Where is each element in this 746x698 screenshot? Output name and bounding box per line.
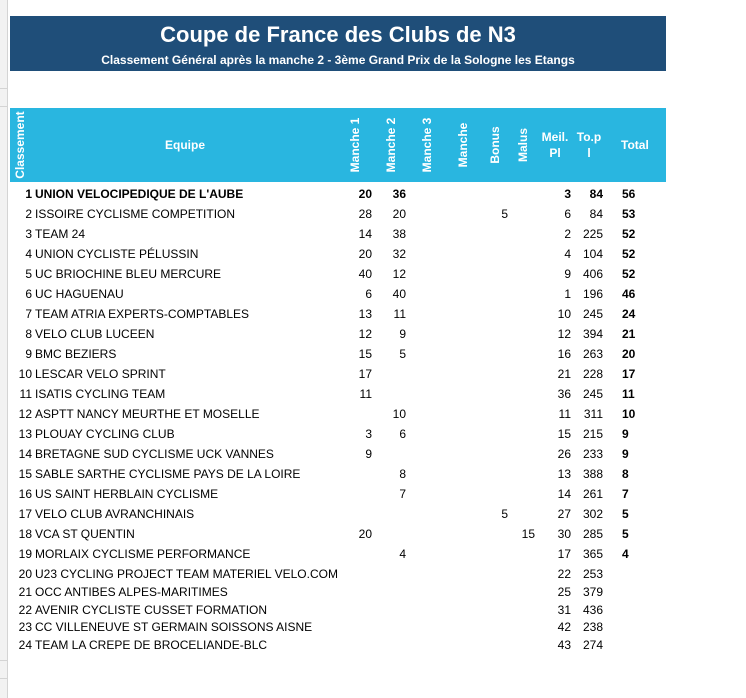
top-pl-cell: 238 (582, 620, 603, 634)
top-pl-cell: 365 (582, 547, 603, 561)
row-divider (0, 106, 7, 107)
page-subtitle: Classement Général après la manche 2 - 3ème Grand Prix de la Sologne les Etangs (101, 53, 575, 67)
header-total: Total (621, 138, 649, 152)
header-meil-pl (540, 129, 570, 161)
title-banner (10, 16, 666, 71)
total-cell: 5 (622, 527, 629, 541)
top-pl-cell: 406 (582, 267, 603, 281)
manche-1-cell: 40 (358, 267, 372, 281)
table-row (0, 365, 746, 383)
top-pl-cell: 228 (582, 367, 603, 381)
team-name-cell: ISATIS CYCLING TEAM (35, 387, 166, 401)
table-row (0, 265, 746, 283)
header-top-pl (574, 129, 604, 161)
team-name-cell: US SAINT HERBLAIN CYCLISME (35, 487, 219, 501)
top-pl-cell: 263 (582, 347, 603, 361)
top-pl-cell: 196 (582, 287, 603, 301)
meil-pl-cell: 3 (564, 187, 571, 201)
table-row (0, 545, 746, 563)
manche-2-cell: 12 (392, 267, 406, 281)
meil-pl-cell: 10 (557, 307, 571, 321)
manche-1-cell: 12 (358, 327, 372, 341)
total-cell: 53 (622, 207, 636, 221)
row-divider (0, 678, 7, 679)
manche-2-cell: 4 (399, 547, 406, 561)
table-row (0, 405, 746, 423)
manche-2-cell: 9 (399, 327, 406, 341)
meil-pl-cell: 27 (557, 507, 571, 521)
rank-cell: 23 (18, 620, 32, 634)
top-pl-cell: 104 (582, 247, 603, 261)
manche-1-cell: 28 (358, 207, 372, 221)
team-name-cell: MORLAIX CYCLISME PERFORMANCE (35, 547, 251, 561)
manche-1-cell: 3 (365, 427, 372, 441)
team-name-cell: LESCAR VELO SPRINT (35, 367, 166, 381)
table-row (0, 185, 746, 203)
rank-cell: 5 (25, 267, 32, 281)
rank-cell: 19 (18, 547, 32, 561)
meil-pl-cell: 4 (564, 247, 571, 261)
header-classement: Classement (13, 111, 27, 179)
meil-pl-cell: 43 (557, 638, 571, 652)
row-divider (0, 660, 7, 661)
table-row (0, 425, 746, 443)
manche-1-cell: 15 (358, 347, 372, 361)
manche-1-cell: 6 (365, 287, 372, 301)
row-divider (0, 88, 7, 89)
team-name-cell: UNION VELOCIPEDIQUE DE L'AUBE (35, 187, 244, 201)
manche-1-cell: 11 (359, 387, 372, 401)
rank-cell: 24 (18, 638, 32, 652)
rank-cell: 18 (18, 527, 32, 541)
top-pl-cell: 233 (582, 447, 603, 461)
team-name-cell: OCC ANTIBES ALPES-MARITIMES (35, 585, 228, 599)
top-pl-cell: 253 (582, 567, 603, 581)
manche-1-cell: 9 (365, 447, 372, 461)
top-pl-cell: 274 (582, 638, 603, 652)
team-name-cell: BMC BEZIERS (35, 347, 117, 361)
meil-pl-cell: 14 (557, 487, 571, 501)
meil-pl-cell: 17 (557, 547, 571, 561)
team-name-cell: CC VILLENEUVE ST GERMAIN SOISSONS AISNE (35, 620, 313, 634)
total-cell: 46 (622, 287, 636, 301)
header-manche-2: Manche 2 (384, 117, 398, 173)
top-pl-cell: 84 (589, 187, 603, 201)
manche-1-cell: 20 (358, 247, 372, 261)
header-meil-line1: Meil. (541, 130, 569, 144)
top-pl-cell: 379 (582, 585, 603, 599)
manche-1-cell: 20 (358, 187, 372, 201)
manche-1-cell: 13 (358, 307, 372, 321)
top-pl-cell: 436 (582, 603, 603, 617)
table-row (0, 305, 746, 323)
top-pl-cell: 261 (582, 487, 603, 501)
rank-cell: 17 (18, 507, 32, 521)
total-cell: 4 (622, 547, 629, 561)
total-cell: 52 (622, 267, 636, 281)
meil-pl-cell: 2 (564, 227, 571, 241)
rank-cell: 20 (18, 567, 32, 581)
total-cell: 5 (622, 507, 629, 521)
team-name-cell: UNION CYCLISTE PÉLUSSIN (35, 247, 199, 261)
table-row (0, 525, 746, 543)
meil-pl-cell: 26 (557, 447, 571, 461)
team-name-cell: UC BRIOCHINE BLEU MERCURE (35, 267, 222, 281)
rank-cell: 8 (25, 327, 32, 341)
header-malus: Malus (516, 127, 530, 163)
table-row (0, 385, 746, 403)
team-name-cell: BRETAGNE SUD CYCLISME UCK VANNES (35, 447, 274, 461)
header-bonus: Bonus (488, 126, 502, 164)
header-meil-line2: Pl (549, 146, 561, 160)
top-pl-cell: 394 (582, 327, 603, 341)
manche-2-cell: 38 (392, 227, 406, 241)
page-title: Coupe de France des Clubs de N3 (160, 22, 516, 47)
team-name-cell: VELO CLUB AVRANCHINAIS (35, 507, 195, 521)
team-name-cell: PLOUAY CYCLING CLUB (35, 427, 175, 441)
header-manche: Manche (456, 122, 470, 168)
manche-1-cell: 14 (358, 227, 372, 241)
total-cell: 17 (622, 367, 636, 381)
bonus-cell: 5 (501, 507, 508, 521)
team-name-cell: VELO CLUB LUCEEN (35, 327, 155, 341)
table-row (0, 565, 746, 583)
table-row (0, 583, 746, 601)
meil-pl-cell: 16 (557, 347, 571, 361)
rank-cell: 15 (18, 467, 32, 481)
manche-2-cell: 40 (392, 287, 406, 301)
table-row (0, 505, 746, 523)
rank-cell: 11 (19, 387, 32, 401)
meil-pl-cell: 15 (557, 427, 571, 441)
manche-2-cell: 11 (393, 307, 406, 321)
total-cell: 52 (622, 247, 636, 261)
team-name-cell: U23 CYCLING PROJECT TEAM MATERIEL VELO.COM (35, 567, 338, 581)
team-name-cell: TEAM 24 (35, 227, 86, 241)
top-pl-cell: 311 (583, 407, 603, 421)
manche-2-cell: 6 (399, 427, 406, 441)
meil-pl-cell: 9 (564, 267, 571, 281)
total-cell: 7 (622, 487, 629, 501)
manche-2-cell: 32 (392, 247, 406, 261)
meil-pl-cell: 6 (564, 207, 571, 221)
team-name-cell: TEAM LA CREPE DE BROCELIANDE-BLC (35, 638, 268, 652)
rank-cell: 1 (25, 187, 32, 201)
total-cell: 24 (622, 307, 636, 321)
manche-1-cell: 17 (358, 367, 372, 381)
table-row (0, 345, 746, 363)
meil-pl-cell: 13 (557, 467, 571, 481)
table-row (0, 205, 746, 223)
manche-2-cell: 20 (392, 207, 406, 221)
team-name-cell: ASPTT NANCY MEURTHE ET MOSELLE (35, 407, 260, 421)
rank-cell: 22 (18, 603, 32, 617)
meil-pl-cell: 12 (557, 327, 571, 341)
malus-cell: 15 (521, 527, 535, 541)
table-row (0, 225, 746, 243)
team-name-cell: TEAM ATRIA EXPERTS-COMPTABLES (35, 307, 250, 321)
team-name-cell: UC HAGUENAU (35, 287, 124, 301)
top-pl-cell: 245 (582, 387, 603, 401)
top-pl-cell: 285 (582, 527, 603, 541)
table-row (0, 445, 746, 463)
bonus-cell: 5 (501, 207, 508, 221)
total-cell: 9 (622, 447, 629, 461)
team-name-cell: AVENIR CYCLISTE CUSSET FORMATION (35, 603, 268, 617)
table-row (0, 618, 746, 636)
total-cell: 9 (622, 427, 629, 441)
rank-cell: 2 (25, 207, 32, 221)
team-name-cell: ISSOIRE CYCLISME COMPETITION (35, 207, 236, 221)
rank-cell: 13 (18, 427, 32, 441)
meil-pl-cell: 42 (557, 620, 571, 634)
meil-pl-cell: 21 (557, 367, 571, 381)
header-equipe: Equipe (165, 138, 206, 152)
meil-pl-cell: 11 (558, 407, 571, 421)
table-row (0, 636, 746, 654)
team-name-cell: SABLE SARTHE CYCLISME PAYS DE LA LOIRE (35, 467, 301, 481)
top-pl-cell: 388 (582, 467, 603, 481)
manche-2-cell: 8 (399, 467, 406, 481)
header-top-line1: To.p (576, 130, 602, 144)
rank-cell: 4 (25, 247, 32, 261)
top-pl-cell: 245 (582, 307, 603, 321)
table-row (0, 465, 746, 483)
rank-cell: 3 (25, 227, 32, 241)
manche-2-cell: 36 (392, 187, 406, 201)
rank-cell: 10 (18, 367, 32, 381)
rank-cell: 7 (25, 307, 32, 321)
table-row (0, 485, 746, 503)
team-name-cell: VCA ST QUENTIN (35, 527, 135, 541)
total-cell: 8 (622, 467, 629, 481)
top-pl-cell: 215 (582, 427, 603, 441)
table-header (10, 108, 666, 182)
total-cell: 21 (622, 327, 636, 341)
top-pl-cell: 225 (582, 227, 603, 241)
total-cell: 56 (622, 187, 636, 201)
top-pl-cell: 302 (582, 507, 603, 521)
manche-1-cell: 20 (358, 527, 372, 541)
rank-cell: 16 (18, 487, 32, 501)
total-cell: 20 (622, 347, 636, 361)
rank-cell: 6 (25, 287, 32, 301)
table-row (0, 601, 746, 619)
rank-cell: 12 (18, 407, 32, 421)
header-top-line2: l (587, 146, 591, 160)
meil-pl-cell: 25 (557, 585, 571, 599)
rank-cell: 9 (25, 347, 32, 361)
rank-cell: 21 (18, 585, 32, 599)
meil-pl-cell: 22 (557, 567, 571, 581)
manche-2-cell: 10 (392, 407, 406, 421)
manche-2-cell: 7 (399, 487, 406, 501)
meil-pl-cell: 30 (557, 527, 571, 541)
meil-pl-cell: 1 (564, 287, 571, 301)
manche-2-cell: 5 (399, 347, 406, 361)
table-row (0, 285, 746, 303)
total-cell: 52 (622, 227, 636, 241)
total-cell: 10 (622, 407, 636, 421)
top-pl-cell: 84 (589, 207, 603, 221)
table-row (0, 245, 746, 263)
header-manche-3: Manche 3 (420, 117, 434, 173)
meil-pl-cell: 31 (557, 603, 571, 617)
rank-cell: 14 (18, 447, 32, 461)
meil-pl-cell: 36 (557, 387, 571, 401)
table-row (0, 325, 746, 343)
total-cell: 11 (622, 387, 635, 401)
header-manche-1: Manche 1 (348, 117, 362, 173)
